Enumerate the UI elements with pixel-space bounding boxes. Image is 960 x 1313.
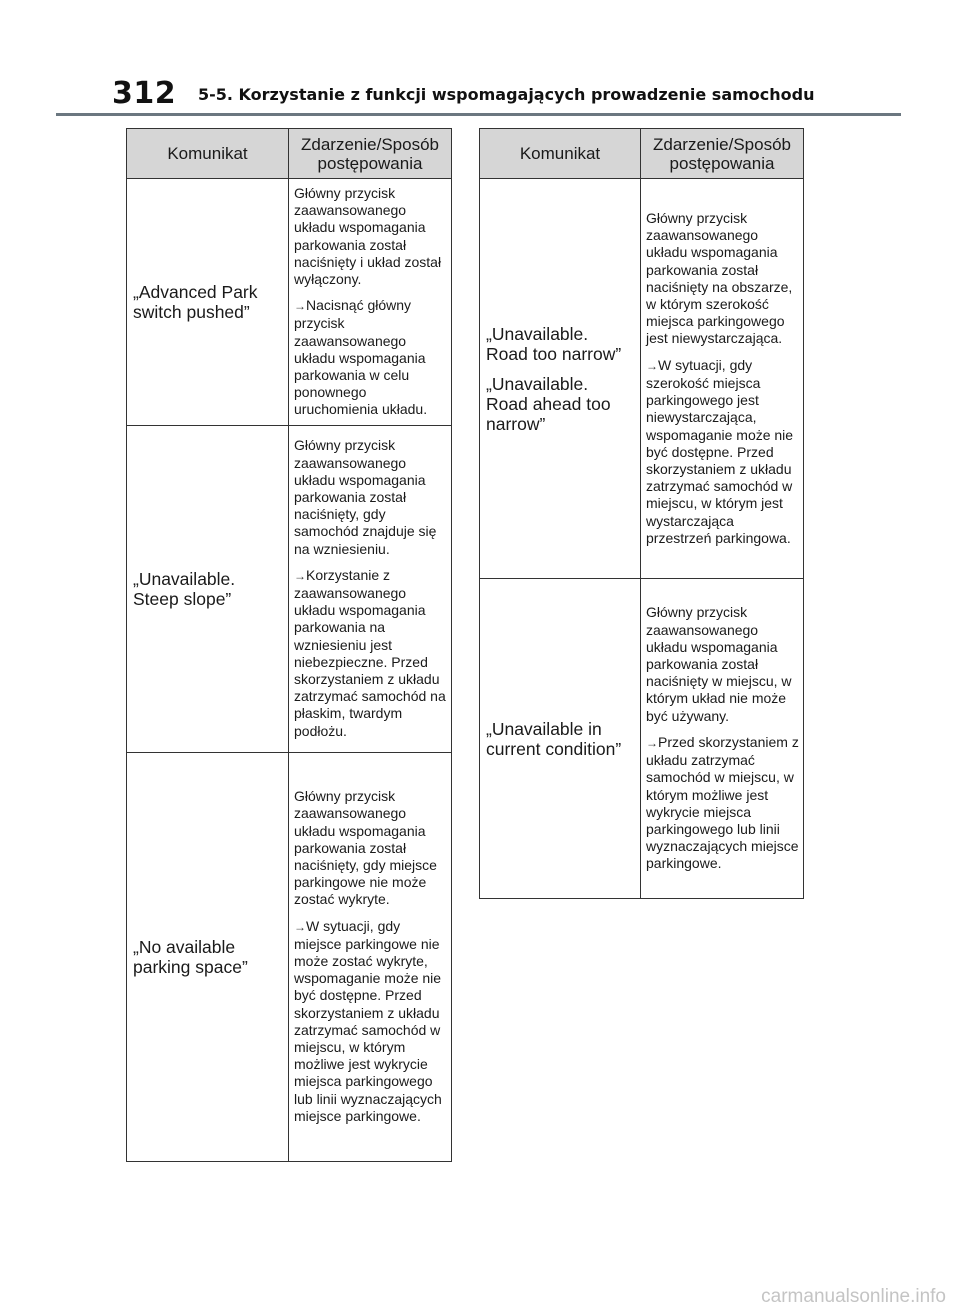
table-header-row — [480, 129, 804, 179]
arrow-icon: → — [294, 919, 306, 934]
event-text: Główny przycisk zaawansowanego układu wspomagania parkowania został naciśnięty na obszarze, w którym szerokość miejsca parkingowego jest niewystarczająca. — [646, 210, 793, 347]
watermark: carmanualsonline.info — [761, 1286, 946, 1307]
arrow-icon: → — [294, 299, 306, 314]
action-text: →Nacisnąć główny przycisk zaawansowanego układu wspomagania parkowania w celu ponownego uruchomienia układu. — [294, 297, 428, 418]
table-row — [480, 179, 804, 579]
arrow-icon: → — [646, 735, 658, 750]
event-text: Główny przycisk zaawansowanego układu wspomagania parkowania został naciśnięty w miejscu, w którym układ nie może być używany. — [646, 604, 792, 724]
section-title: 5-5. Korzystanie z funkcji wspomagających prowadzenie samochodu — [198, 85, 815, 104]
action-text: →Przed skorzystaniem z układu zatrzymać samochód w miejscu, w którym możliwe jest wykrycie miejsca parkingowego lub linii wyznaczających miejsce parkingowe. — [646, 733, 799, 872]
message-text: „Unavailable. Steep slope” — [133, 568, 236, 609]
message-cell — [480, 579, 641, 899]
action-text: →W sytuacji, gdy szerokość miejsca parkingowego jest niewystarczająca, wspomaganie może nie być dostępne. Przed skorzystaniem z układu zatrzymać samochód w miejscu, w którym jest wystarczająca przestrzeń parkingowa. — [646, 356, 794, 546]
action-text: →W sytuacji, gdy miejsce parkingowe nie może zostać wykryte, wspomaganie może nie być dostępne. Przed skorzystaniem z układu zatrzymać samochód w miejscu, w którym możliwe jest wykrycie miejsca parkingowego lub linii wyznaczających miejsce parkingowe. — [294, 917, 442, 1124]
page-number: 312 — [112, 76, 177, 111]
event-cell — [289, 425, 452, 752]
header-divider — [56, 113, 901, 116]
message-cell — [127, 752, 289, 1161]
table-row — [127, 179, 452, 426]
message-cell — [480, 179, 641, 579]
message-text: „No available parking space” — [133, 936, 248, 977]
event-cell — [641, 179, 804, 579]
column-header-event: Zdarzenie/Sposób postępowania — [289, 129, 452, 179]
column-header-message: Komunikat — [127, 129, 289, 179]
table-row — [127, 425, 452, 752]
message-cell — [127, 179, 289, 426]
event-cell — [641, 579, 804, 899]
message-text: „Unavailable in current condition” — [486, 718, 622, 759]
table-header-row — [127, 129, 452, 179]
event-cell — [289, 752, 452, 1161]
table-row — [480, 579, 804, 899]
action-text: →Korzystanie z zaawansowanego układu wspomagania parkowania na wzniesieniu jest niebezpieczne. Przed skorzystaniem z układu zatrzymać samochód na płaskim, twardym podłożu. — [294, 566, 446, 739]
event-text: Główny przycisk zaawansowanego układu wspomagania parkowania został naciśnięty i układ został wyłączony. — [294, 185, 442, 288]
event-text: Główny przycisk zaawansowanego układu wspomagania parkowania został naciśnięty, gdy miejsce parkingowe nie może zostać wykryte. — [294, 788, 437, 908]
arrow-icon: → — [646, 358, 658, 373]
messages-table-right — [479, 128, 804, 899]
table-row — [127, 752, 452, 1161]
arrow-icon: → — [294, 568, 306, 583]
message-text: „Advanced Park switch pushed” — [133, 281, 258, 322]
column-header-event: Zdarzenie/Sposób postępowania — [641, 129, 804, 179]
page-header — [0, 0, 960, 120]
event-cell — [289, 179, 452, 426]
column-header-message: Komunikat — [480, 129, 641, 179]
message-cell — [127, 425, 289, 752]
messages-table-left — [126, 128, 452, 1162]
message-text: „Unavailable. Road ahead too narrow” — [486, 373, 611, 434]
event-text: Główny przycisk zaawansowanego układu wspomagania parkowania został naciśnięty, gdy samochód znajduje się na wzniesieniu. — [294, 437, 437, 557]
message-text: „Unavailable. Road too narrow” — [486, 323, 622, 364]
